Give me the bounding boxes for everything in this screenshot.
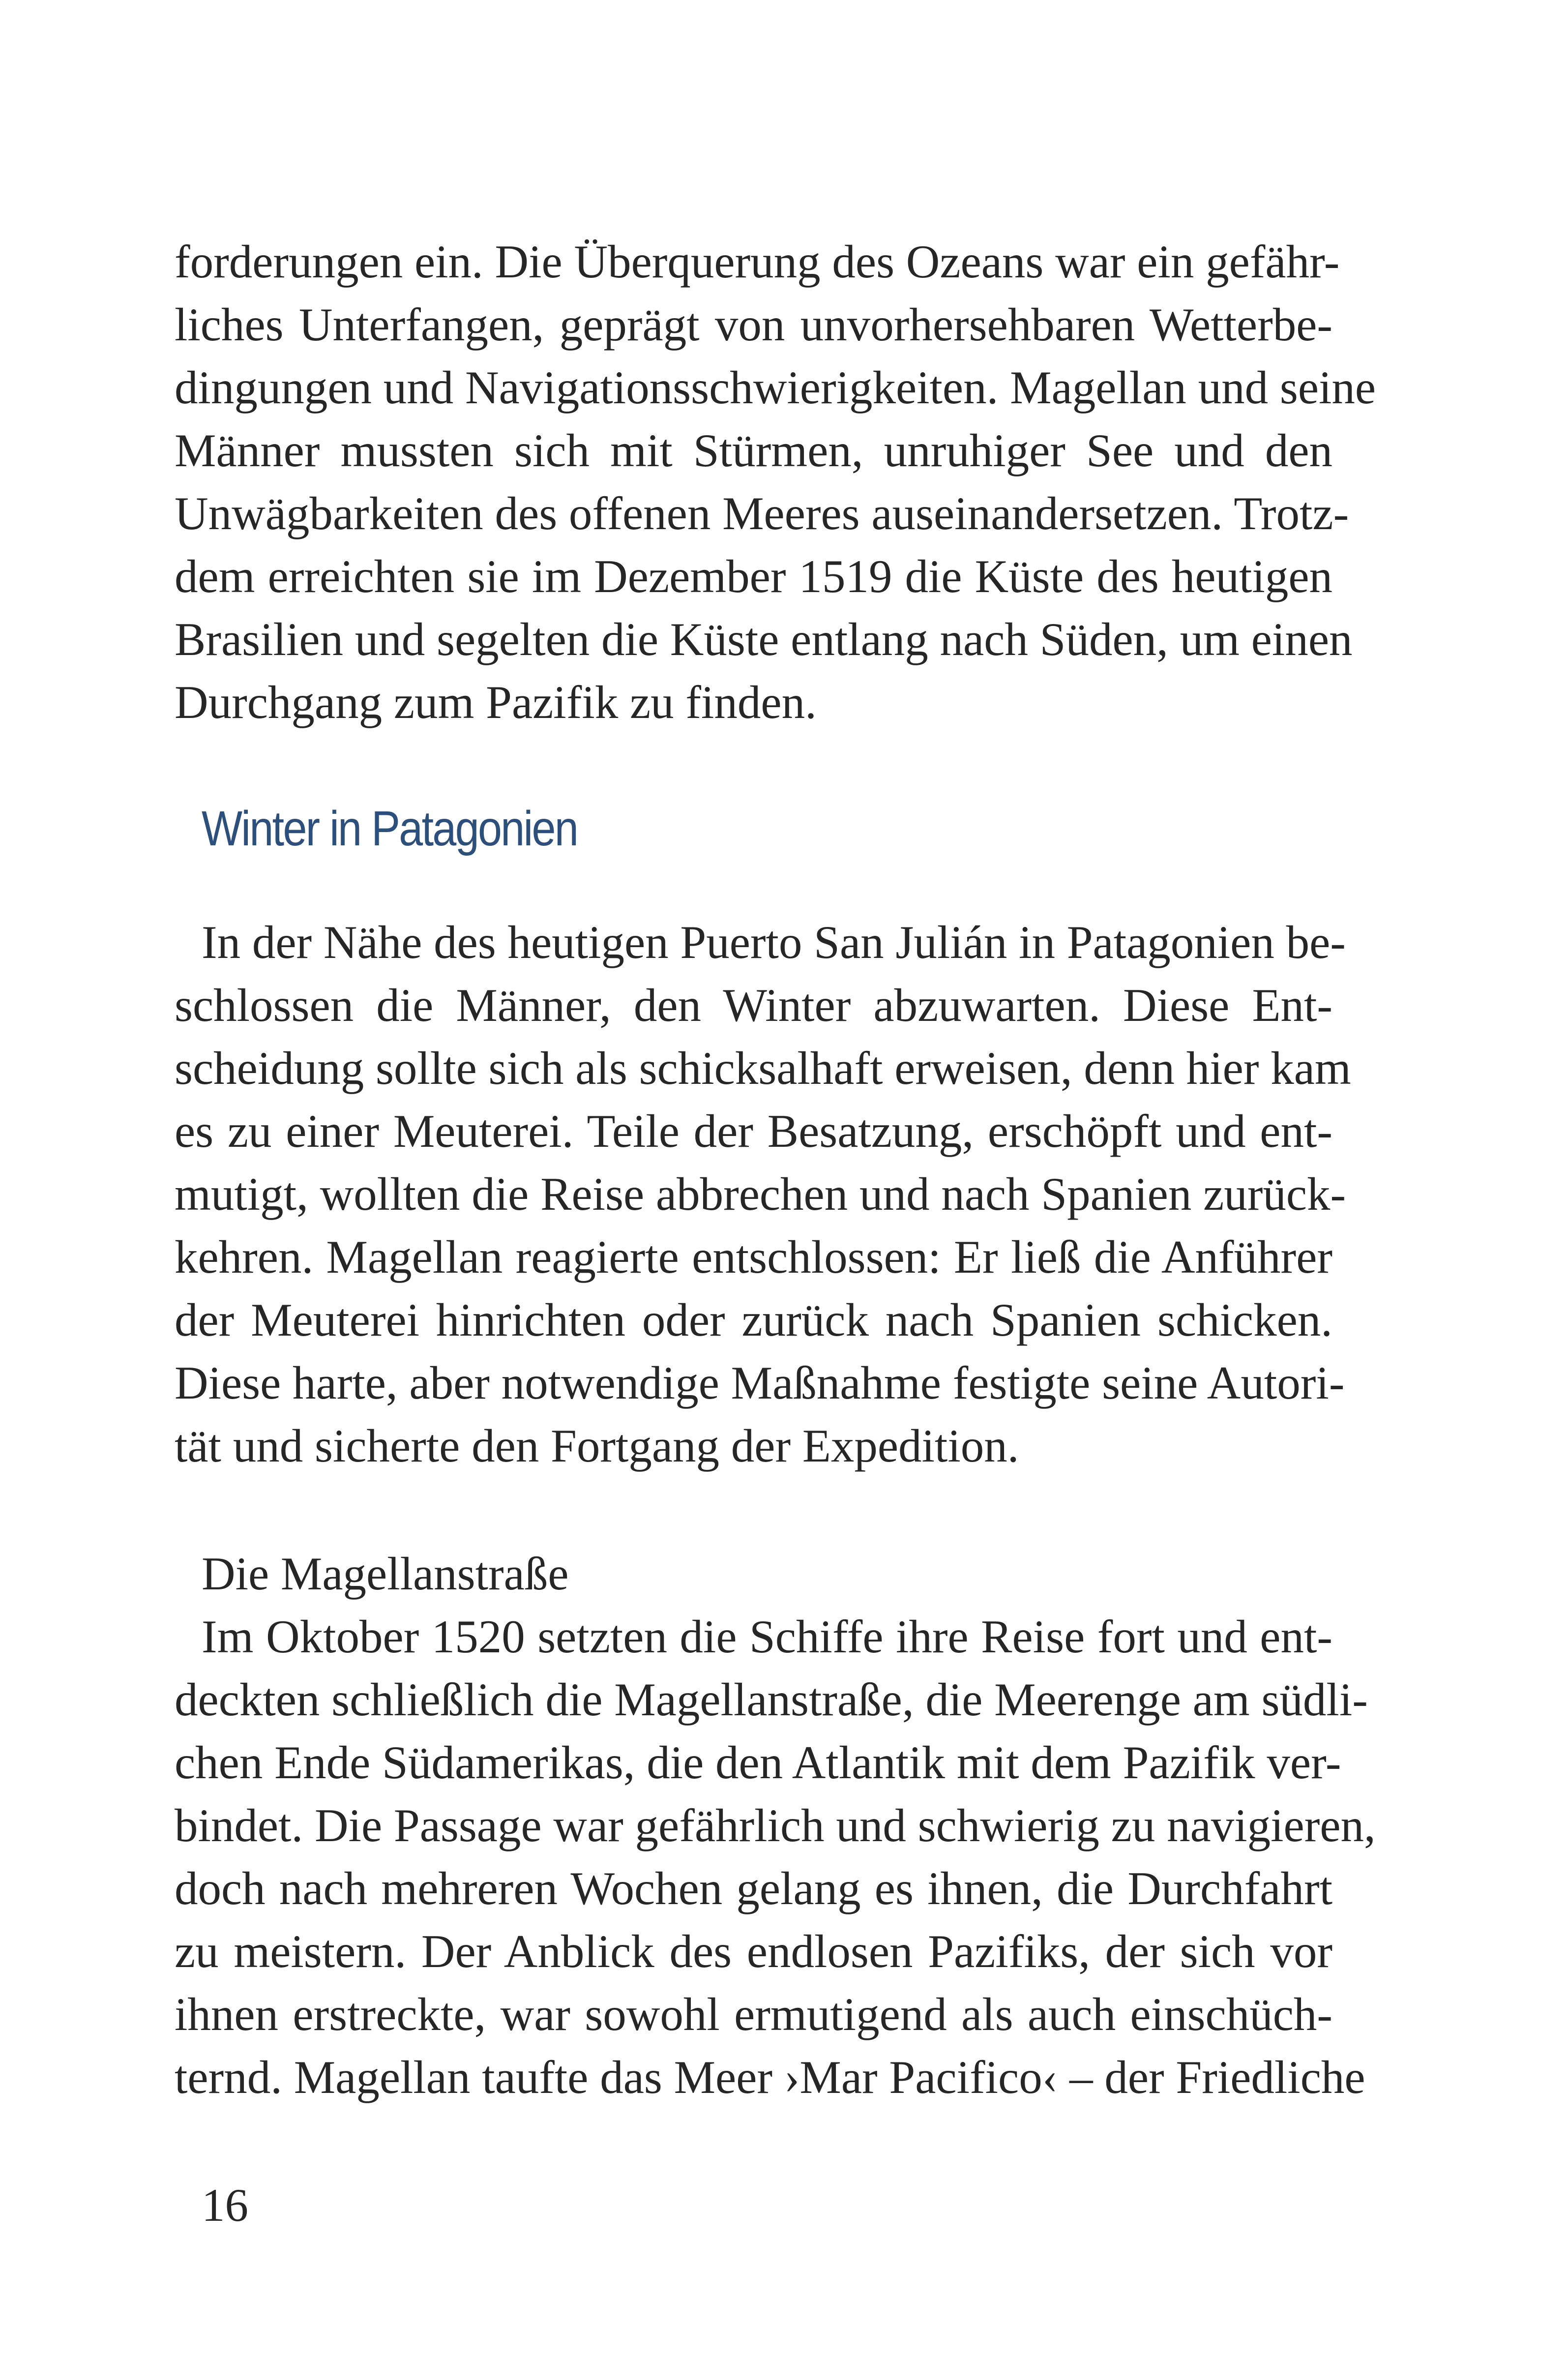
text-line: chen Ende Südamerikas, die den Atlantik mit dem Pazifik ver-	[175, 1736, 1341, 1789]
section-heading: Winter in Patagonien	[202, 801, 578, 856]
text-line: Unwägbarkeiten des offenen Meeres auseinandersetzen. Trotz-	[175, 487, 1349, 539]
text-line: dem erreichten sie im Dezember 1519 die Küste des heutigen	[175, 550, 1332, 602]
subheading: Die Magellanstraße	[202, 1548, 569, 1600]
text-line: dingungen und Navigationsschwierigkeiten. Magellan und seine	[175, 361, 1376, 414]
text-line: forderungen ein. Die Überquerung des Ozeans war ein gefähr-	[175, 236, 1340, 288]
text-line: Brasilien und segelten die Küste entlang nach Süden, um einen	[175, 613, 1353, 665]
page-number: 16	[202, 2179, 248, 2231]
text-line: der Meuterei hinrichten oder zurück nach Spanien schicken.	[175, 1294, 1332, 1346]
text-line: ihnen erstreckte, war sowohl ermutigend als auch einschüch-	[175, 1988, 1332, 2040]
text-line: ternd. Magellan taufte das Meer ›Mar Pacifico‹ – der Friedliche	[175, 2051, 1365, 2103]
text-line: mutigt, wollten die Reise abbrechen und nach Spanien zurück-	[175, 1168, 1346, 1220]
text-line: kehren. Magellan reagierte entschlossen: Er ließ die Anführer	[175, 1231, 1332, 1283]
text-line: Durchgang zum Pazifik zu finden.	[175, 676, 817, 728]
text-line: In der Nähe des heutigen Puerto San Julián in Patagonien be-	[202, 916, 1346, 968]
text-line: es zu einer Meuterei. Teile der Besatzung, erschöpft und ent-	[175, 1105, 1332, 1157]
text-line: scheidung sollte sich als schicksalhaft erweisen, denn hier kam	[175, 1042, 1351, 1094]
text-line: bindet. Die Passage war gefährlich und schwierig zu navigieren,	[175, 1799, 1376, 1851]
text-line: deckten schließlich die Magellanstraße, die Meerenge am südli-	[175, 1673, 1368, 1726]
text-line: Diese harte, aber notwendige Maßnahme festigte seine Autori-	[175, 1357, 1345, 1409]
text-line: schlossen die Männer, den Winter abzuwarten. Diese Ent-	[175, 979, 1332, 1031]
text-line: Im Oktober 1520 setzten die Schiffe ihre Reise fort und ent-	[202, 1611, 1332, 1663]
text-line: doch nach mehreren Wochen gelang es ihnen, die Durchfahrt	[175, 1862, 1332, 1914]
text-line: tät und sicherte den Fortgang der Expedition.	[175, 1420, 1019, 1472]
text-line: liches Unterfangen, geprägt von unvorhersehbaren Wetterbe-	[175, 298, 1332, 351]
text-line: zu meistern. Der Anblick des endlosen Pazifiks, der sich vor	[175, 1925, 1332, 1977]
text-line: Männer mussten sich mit Stürmen, unruhiger See und den	[175, 424, 1332, 477]
